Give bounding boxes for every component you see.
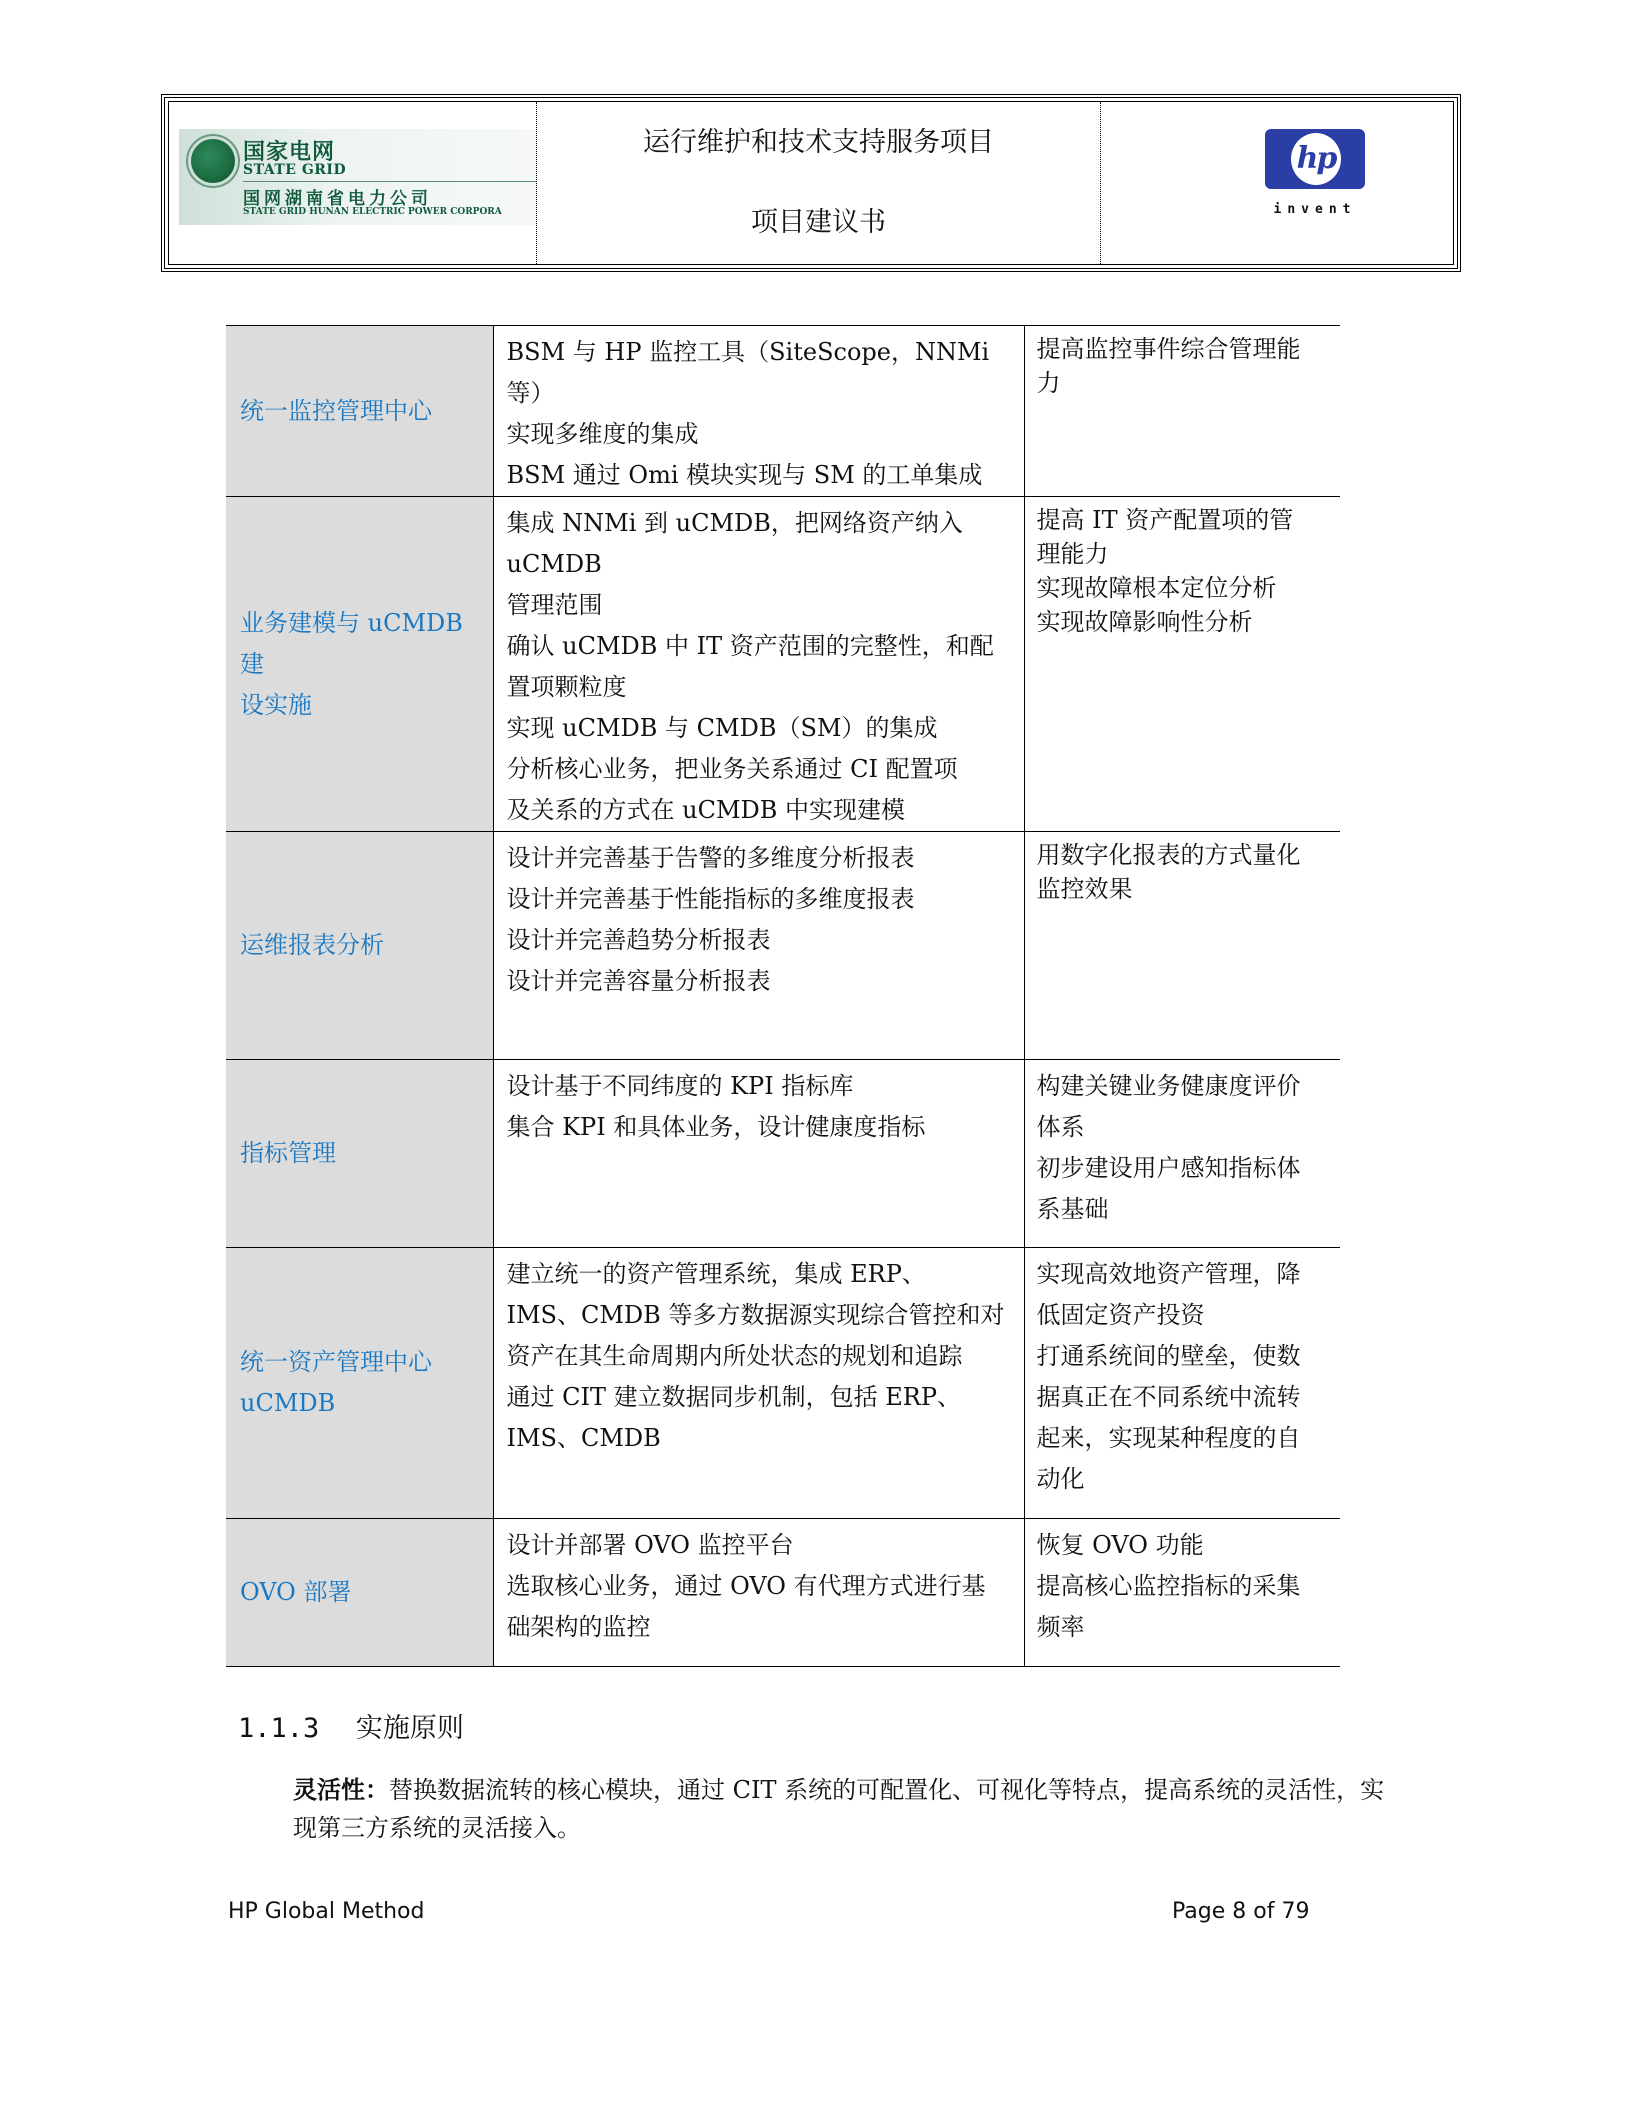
- page-number: Page 8 of 79: [1172, 1899, 1310, 1924]
- row-category: 指标管理: [226, 1060, 493, 1248]
- section-title: 实施原则: [355, 1713, 464, 1744]
- plan-table: [226, 325, 1340, 1667]
- row-goals: 提高监控事件综合管理能 力: [1024, 326, 1340, 497]
- row-category: 统一监控管理中心: [226, 326, 493, 497]
- logo-cn-name: 国家电网: [243, 140, 336, 165]
- document-title: 项目建议书: [751, 207, 886, 238]
- project-title: 运行维护和技术支持服务项目: [643, 127, 994, 158]
- table-row: [226, 497, 1340, 832]
- table-row: [226, 832, 1340, 1060]
- logo-cn-company: 国网湖南省电力公司: [243, 189, 432, 209]
- logo-band: [179, 129, 536, 225]
- footer-left: HP Global Method: [228, 1899, 425, 1924]
- row-goals: 用数字化报表的方式量化 监控效果: [1024, 832, 1340, 1060]
- paragraph-lead: 灵活性：: [293, 1776, 389, 1804]
- row-actions: 建立统一的资产管理系统，集成 ERP、 IMS、CMDB 等多方数据源实现综合管控和对 资产在其生命周期内所处状态的规划和追踪 通过 CIT 建立数据同步机制，包括 ERP、 IMS、CMDB: [493, 1248, 1024, 1519]
- row-actions: 集成 NNMi 到 uCMDB，把网络资产纳入 uCMDB 管理范围 确认 uCMDB 中 IT 资产范围的完整性，和配 置项颗粒度 实现 uCMDB 与 CMDB（SM）的集成 分析核心业务，把业务关系通过 CI 配置项 及关系的方式在 uCMDB 中实现建模: [493, 497, 1024, 832]
- row-category: OVO 部署: [226, 1519, 493, 1667]
- row-goals: 提高 IT 资产配置项的管 理能力 实现故障根本定位分析 实现故障影响性分析: [1024, 497, 1340, 832]
- row-category: 业务建模与 uCMDB 建 设实施: [226, 497, 493, 832]
- row-actions: BSM 与 HP 监控工具（SiteScope，NNMi 等） 实现多维度的集成 BSM 通过 Omi 模块实现与 SM 的工单集成: [493, 326, 1024, 497]
- body-paragraph: [293, 1771, 1393, 1847]
- row-category: 运维报表分析: [226, 832, 493, 1060]
- table-row: [226, 1248, 1340, 1519]
- logo-divider: [243, 181, 536, 182]
- hp-tagline: invent: [1273, 202, 1357, 217]
- state-grid-logo: [169, 102, 537, 264]
- hp-logo: [1101, 102, 1453, 264]
- logo-en-company: STATE GRID HUNAN ELECTRIC POWER CORPORA: [243, 207, 502, 217]
- row-goals: 构建关键业务健康度评价 体系 初步建设用户感知指标体 系基础: [1024, 1060, 1340, 1248]
- logo-en-name: STATE GRID: [243, 162, 347, 178]
- header-title-cell: [537, 102, 1101, 264]
- section-heading: [238, 1706, 464, 1745]
- row-goals: 实现高效地资产管理，降 低固定资产投资 打通系统间的壁垒，使数 据真正在不同系统中流转 起来，实现某种程度的自 动化: [1024, 1248, 1340, 1519]
- paragraph-text: 替换数据流转的核心模块，通过 CIT 系统的可配置化、可视化等特点，提高系统的灵活性，实现第三方系统的灵活接入。: [293, 1776, 1385, 1842]
- table-row: [226, 326, 1340, 497]
- row-goals: 恢复 OVO 功能 提高核心监控指标的采集 频率: [1024, 1519, 1340, 1667]
- table-row: [226, 1519, 1340, 1667]
- row-category: 统一资产管理中心 uCMDB: [226, 1248, 493, 1519]
- hp-mark: hp: [1296, 141, 1336, 176]
- hp-logo-icon: [1265, 129, 1365, 189]
- section-number: 1.1.3: [238, 1713, 320, 1744]
- table-row: [226, 1060, 1340, 1248]
- globe-icon: [191, 139, 235, 183]
- header-frame: [168, 101, 1454, 265]
- row-actions: 设计并部署 OVO 监控平台 选取核心业务，通过 OVO 有代理方式进行基 础架构的监控: [493, 1519, 1024, 1667]
- page-header: [161, 94, 1461, 272]
- row-actions: 设计并完善基于告警的多维度分析报表 设计并完善基于性能指标的多维度报表 设计并完善趋势分析报表 设计并完善容量分析报表: [493, 832, 1024, 1060]
- row-actions: 设计基于不同纬度的 KPI 指标库 集合 KPI 和具体业务，设计健康度指标: [493, 1060, 1024, 1248]
